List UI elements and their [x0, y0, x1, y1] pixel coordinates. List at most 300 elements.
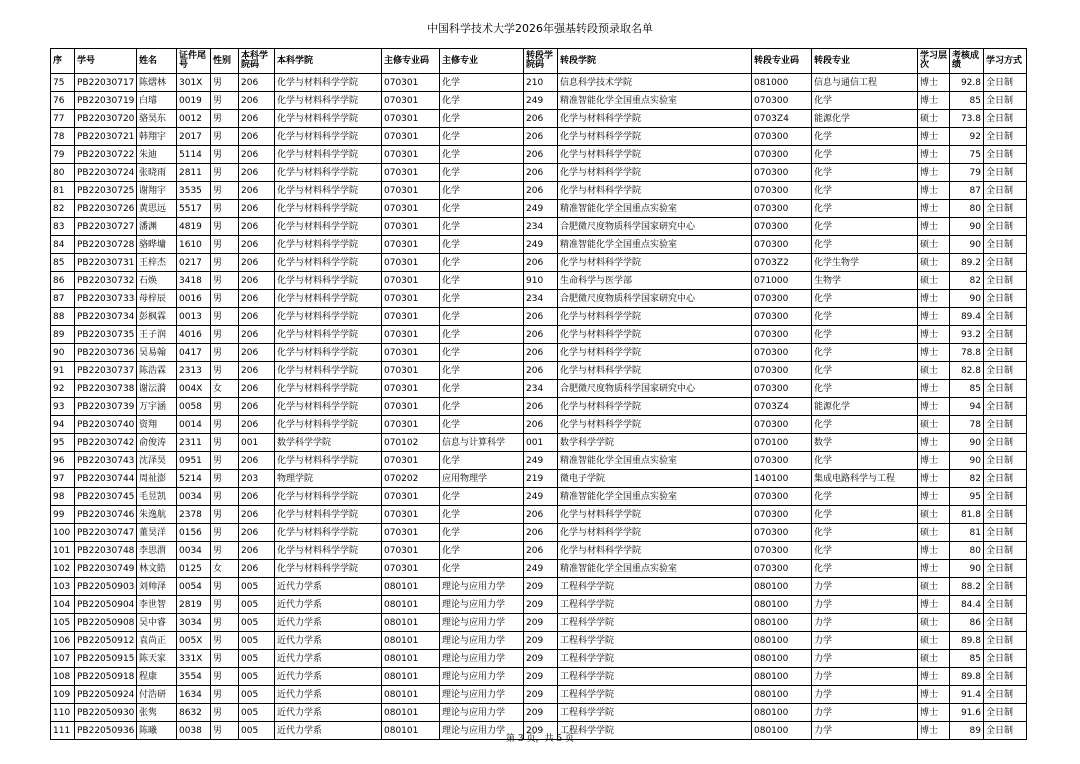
cell-transfer-school: 微电子学院: [558, 470, 752, 488]
cell-transfer-major-code: 070300: [752, 488, 812, 506]
cell-transfer-major-code: 070300: [752, 164, 812, 182]
cell-transfer-school: 化学与材料科学学院: [558, 308, 752, 326]
cell-major-code: 070301: [382, 182, 440, 200]
cell-major: 理论与应用力学: [440, 614, 524, 632]
cell-undergrad-school-code: 005: [239, 578, 275, 596]
cell-name: 陈熠林: [137, 74, 177, 92]
cell-gender: 男: [211, 218, 239, 236]
cell-name: 韩翔宇: [137, 128, 177, 146]
cell-gender: 男: [211, 488, 239, 506]
cell-student-id: PB22030744: [75, 470, 137, 488]
cell-id-suffix: 3418: [177, 272, 211, 290]
cell-transfer-major: 力学: [812, 596, 918, 614]
cell-major: 化学: [440, 398, 524, 416]
cell-major-code: 070301: [382, 74, 440, 92]
cell-undergrad-school: 化学与材料科学学院: [275, 200, 382, 218]
cell-transfer-major-code: 080100: [752, 650, 812, 668]
cell-index: 77: [51, 110, 75, 128]
cell-transfer-school-code: 209: [524, 704, 558, 722]
cell-major: 化学: [440, 182, 524, 200]
cell-gender: 男: [211, 704, 239, 722]
cell-major: 化学: [440, 74, 524, 92]
cell-study-mode: 全日制: [984, 704, 1027, 722]
cell-id-suffix: 0217: [177, 254, 211, 272]
col-header-transfer-major-code: 转段专业码: [752, 49, 812, 74]
cell-major: 理论与应用力学: [440, 704, 524, 722]
table-row: [51, 380, 1027, 398]
cell-index: 104: [51, 596, 75, 614]
cell-degree-level: 博士: [918, 686, 950, 704]
cell-study-mode: 全日制: [984, 650, 1027, 668]
cell-study-mode: 全日制: [984, 344, 1027, 362]
cell-major: 化学: [440, 92, 524, 110]
cell-degree-level: 博士: [918, 74, 950, 92]
col-header-undergrad-school: 本科学院: [275, 49, 382, 74]
cell-transfer-major: 力学: [812, 722, 918, 740]
cell-id-suffix: 5114: [177, 146, 211, 164]
cell-index: 110: [51, 704, 75, 722]
cell-undergrad-school-code: 206: [239, 524, 275, 542]
cell-study-mode: 全日制: [984, 398, 1027, 416]
cell-id-suffix: 1634: [177, 686, 211, 704]
cell-transfer-major: 力学: [812, 614, 918, 632]
cell-undergrad-school: 化学与材料科学学院: [275, 272, 382, 290]
cell-undergrad-school-code: 206: [239, 308, 275, 326]
cell-gender: 男: [211, 632, 239, 650]
cell-score: 87: [950, 182, 984, 200]
cell-name: 吴中睿: [137, 614, 177, 632]
cell-transfer-major: 化学: [812, 326, 918, 344]
cell-transfer-major-code: 070300: [752, 524, 812, 542]
cell-index: 89: [51, 326, 75, 344]
cell-index: 97: [51, 470, 75, 488]
cell-score: 90: [950, 434, 984, 452]
cell-degree-level: 硕士: [918, 362, 950, 380]
cell-major-code: 070301: [382, 254, 440, 272]
cell-undergrad-school-code: 206: [239, 380, 275, 398]
cell-gender: 男: [211, 74, 239, 92]
cell-major-code: 070301: [382, 200, 440, 218]
cell-transfer-major: 化学: [812, 344, 918, 362]
cell-name: 董昊洋: [137, 524, 177, 542]
cell-student-id: PB22030731: [75, 254, 137, 272]
cell-study-mode: 全日制: [984, 362, 1027, 380]
cell-study-mode: 全日制: [984, 380, 1027, 398]
cell-undergrad-school: 近代力学系: [275, 686, 382, 704]
cell-transfer-major-code: 070300: [752, 92, 812, 110]
cell-transfer-school-code: 249: [524, 236, 558, 254]
cell-degree-level: 博士: [918, 596, 950, 614]
cell-transfer-major-code: 070300: [752, 326, 812, 344]
cell-student-id: PB22030733: [75, 290, 137, 308]
cell-id-suffix: 0054: [177, 578, 211, 596]
cell-id-suffix: 331X: [177, 650, 211, 668]
cell-transfer-school-code: 206: [524, 128, 558, 146]
cell-undergrad-school: 近代力学系: [275, 668, 382, 686]
cell-id-suffix: 0012: [177, 110, 211, 128]
cell-major-code: 070301: [382, 380, 440, 398]
cell-score: 90: [950, 236, 984, 254]
cell-major: 应用物理学: [440, 470, 524, 488]
table-row: [51, 128, 1027, 146]
cell-major-code: 070301: [382, 542, 440, 560]
cell-transfer-school-code: 206: [524, 308, 558, 326]
cell-transfer-major-code: 070300: [752, 182, 812, 200]
table-row: [51, 668, 1027, 686]
cell-undergrad-school: 化学与材料科学学院: [275, 542, 382, 560]
cell-student-id: PB22050903: [75, 578, 137, 596]
cell-transfer-major: 化学: [812, 488, 918, 506]
cell-gender: 男: [211, 416, 239, 434]
cell-major-code: 080101: [382, 632, 440, 650]
cell-gender: 男: [211, 128, 239, 146]
cell-gender: 男: [211, 506, 239, 524]
table-row: [51, 182, 1027, 200]
cell-major-code: 070301: [382, 524, 440, 542]
cell-major-code: 070301: [382, 146, 440, 164]
cell-undergrad-school: 化学与材料科学学院: [275, 92, 382, 110]
cell-index: 79: [51, 146, 75, 164]
cell-id-suffix: 3535: [177, 182, 211, 200]
cell-id-suffix: 0013: [177, 308, 211, 326]
cell-index: 101: [51, 542, 75, 560]
cell-transfer-major-code: 0703Z4: [752, 398, 812, 416]
cell-name: 李世智: [137, 596, 177, 614]
cell-name: 潘渊: [137, 218, 177, 236]
cell-index: 76: [51, 92, 75, 110]
cell-transfer-major-code: 0703Z2: [752, 254, 812, 272]
cell-transfer-school: 化学与材料科学学院: [558, 182, 752, 200]
cell-score: 86: [950, 614, 984, 632]
cell-index: 99: [51, 506, 75, 524]
cell-name: 付浩研: [137, 686, 177, 704]
cell-id-suffix: 0019: [177, 92, 211, 110]
cell-transfer-major-code: 070300: [752, 542, 812, 560]
cell-transfer-school: 信息科学技术学院: [558, 74, 752, 92]
cell-major: 化学: [440, 416, 524, 434]
cell-undergrad-school: 数学科学学院: [275, 434, 382, 452]
cell-transfer-major: 力学: [812, 686, 918, 704]
table-body: [51, 74, 1027, 740]
cell-index: 109: [51, 686, 75, 704]
cell-transfer-major: 化学: [812, 416, 918, 434]
cell-score: 92.8: [950, 74, 984, 92]
cell-index: 87: [51, 290, 75, 308]
cell-student-id: PB22030727: [75, 218, 137, 236]
cell-undergrad-school-code: 206: [239, 362, 275, 380]
cell-score: 89: [950, 722, 984, 740]
cell-degree-level: 博士: [918, 380, 950, 398]
col-header-undergrad-school-code: 本科学院码: [239, 49, 275, 74]
cell-major-code: 080101: [382, 722, 440, 740]
cell-transfer-school: 化学与材料科学学院: [558, 254, 752, 272]
cell-major: 化学: [440, 380, 524, 398]
cell-transfer-school: 工程科学学院: [558, 686, 752, 704]
cell-degree-level: 硕士: [918, 578, 950, 596]
cell-name: 黄思远: [137, 200, 177, 218]
cell-name: 沈泽昊: [137, 452, 177, 470]
cell-undergrad-school-code: 206: [239, 344, 275, 362]
cell-index: 107: [51, 650, 75, 668]
cell-gender: 男: [211, 668, 239, 686]
cell-undergrad-school: 化学与材料科学学院: [275, 74, 382, 92]
cell-undergrad-school: 近代力学系: [275, 704, 382, 722]
cell-transfer-major-code: 080100: [752, 704, 812, 722]
cell-degree-level: 博士: [918, 92, 950, 110]
cell-transfer-school: 合肥微尺度物质科学国家研究中心: [558, 380, 752, 398]
cell-undergrad-school: 化学与材料科学学院: [275, 128, 382, 146]
cell-student-id: PB22030738: [75, 380, 137, 398]
cell-undergrad-school-code: 206: [239, 74, 275, 92]
cell-transfer-school-code: 219: [524, 470, 558, 488]
table-row: [51, 704, 1027, 722]
cell-degree-level: 博士: [918, 182, 950, 200]
cell-student-id: PB22050924: [75, 686, 137, 704]
cell-transfer-school-code: 910: [524, 272, 558, 290]
cell-undergrad-school-code: 206: [239, 398, 275, 416]
cell-major-code: 070301: [382, 290, 440, 308]
cell-name: 吴易翰: [137, 344, 177, 362]
cell-transfer-school: 工程科学学院: [558, 578, 752, 596]
cell-transfer-major-code: 070300: [752, 308, 812, 326]
cell-transfer-school: 工程科学学院: [558, 596, 752, 614]
table-row: [51, 452, 1027, 470]
cell-undergrad-school: 近代力学系: [275, 614, 382, 632]
cell-transfer-school: 精准智能化学全国重点实验室: [558, 488, 752, 506]
cell-transfer-school: 化学与材料科学学院: [558, 110, 752, 128]
cell-gender: 男: [211, 92, 239, 110]
table-row: [51, 416, 1027, 434]
cell-score: 89.4: [950, 308, 984, 326]
cell-degree-level: 博士: [918, 452, 950, 470]
cell-degree-level: 博士: [918, 560, 950, 578]
cell-degree-level: 博士: [918, 146, 950, 164]
cell-degree-level: 硕士: [918, 524, 950, 542]
cell-transfer-major: 化学: [812, 92, 918, 110]
cell-transfer-school: 精准智能化学全国重点实验室: [558, 560, 752, 578]
cell-index: 106: [51, 632, 75, 650]
cell-transfer-school-code: 249: [524, 488, 558, 506]
cell-id-suffix: 2819: [177, 596, 211, 614]
cell-gender: 男: [211, 542, 239, 560]
cell-name: 万宇涵: [137, 398, 177, 416]
cell-transfer-school: 工程科学学院: [558, 704, 752, 722]
cell-name: 毛昱凯: [137, 488, 177, 506]
cell-undergrad-school: 近代力学系: [275, 596, 382, 614]
cell-transfer-school-code: 209: [524, 668, 558, 686]
cell-undergrad-school-code: 206: [239, 272, 275, 290]
table-row: [51, 632, 1027, 650]
cell-gender: 男: [211, 182, 239, 200]
cell-study-mode: 全日制: [984, 668, 1027, 686]
cell-name: 周祉澎: [137, 470, 177, 488]
table-row: [51, 596, 1027, 614]
cell-transfer-school-code: 209: [524, 596, 558, 614]
cell-undergrad-school: 化学与材料科学学院: [275, 290, 382, 308]
cell-gender: 男: [211, 344, 239, 362]
cell-study-mode: 全日制: [984, 308, 1027, 326]
cell-score: 90: [950, 290, 984, 308]
cell-degree-level: 博士: [918, 434, 950, 452]
cell-transfer-school: 化学与材料科学学院: [558, 326, 752, 344]
cell-undergrad-school-code: 005: [239, 722, 275, 740]
cell-undergrad-school-code: 005: [239, 632, 275, 650]
cell-id-suffix: 2378: [177, 506, 211, 524]
cell-transfer-school-code: 249: [524, 560, 558, 578]
cell-transfer-major: 化学: [812, 506, 918, 524]
cell-transfer-school-code: 206: [524, 506, 558, 524]
cell-major: 化学: [440, 488, 524, 506]
table-row: [51, 272, 1027, 290]
cell-student-id: PB22030725: [75, 182, 137, 200]
cell-major-code: 080101: [382, 704, 440, 722]
cell-transfer-school: 合肥微尺度物质科学国家研究中心: [558, 218, 752, 236]
cell-study-mode: 全日制: [984, 110, 1027, 128]
cell-gender: 女: [211, 380, 239, 398]
cell-gender: 女: [211, 560, 239, 578]
cell-undergrad-school-code: 206: [239, 290, 275, 308]
cell-study-mode: 全日制: [984, 416, 1027, 434]
cell-study-mode: 全日制: [984, 614, 1027, 632]
cell-undergrad-school: 化学与材料科学学院: [275, 560, 382, 578]
cell-index: 81: [51, 182, 75, 200]
cell-transfer-school: 精准智能化学全国重点实验室: [558, 452, 752, 470]
cell-transfer-school: 化学与材料科学学院: [558, 344, 752, 362]
cell-major: 理论与应用力学: [440, 650, 524, 668]
cell-study-mode: 全日制: [984, 488, 1027, 506]
cell-transfer-major-code: 070300: [752, 290, 812, 308]
cell-undergrad-school: 化学与材料科学学院: [275, 398, 382, 416]
table-row: [51, 560, 1027, 578]
cell-transfer-school: 化学与材料科学学院: [558, 362, 752, 380]
cell-student-id: PB22030728: [75, 236, 137, 254]
col-header-major-code: 主修专业码: [382, 49, 440, 74]
cell-major: 理论与应用力学: [440, 668, 524, 686]
cell-major-code: 070301: [382, 362, 440, 380]
cell-name: 程康: [137, 668, 177, 686]
cell-score: 79: [950, 164, 984, 182]
cell-id-suffix: 005X: [177, 632, 211, 650]
cell-undergrad-school-code: 005: [239, 686, 275, 704]
cell-id-suffix: 0034: [177, 542, 211, 560]
cell-transfer-school-code: 206: [524, 164, 558, 182]
cell-score: 94: [950, 398, 984, 416]
cell-undergrad-school: 物理学院: [275, 470, 382, 488]
col-header-transfer-school: 转段学院: [558, 49, 752, 74]
cell-student-id: PB22030721: [75, 128, 137, 146]
cell-major-code: 080101: [382, 596, 440, 614]
cell-transfer-school: 化学与材料科学学院: [558, 524, 752, 542]
cell-transfer-major-code: 080100: [752, 686, 812, 704]
cell-undergrad-school-code: 206: [239, 488, 275, 506]
cell-major: 化学: [440, 362, 524, 380]
cell-transfer-major: 化学: [812, 128, 918, 146]
cell-index: 96: [51, 452, 75, 470]
cell-transfer-school-code: 206: [524, 146, 558, 164]
page-footer: 第 3 页，共 5 页: [506, 734, 574, 744]
cell-major-code: 070301: [382, 560, 440, 578]
cell-gender: 男: [211, 326, 239, 344]
cell-student-id: PB22030734: [75, 308, 137, 326]
cell-major: 化学: [440, 254, 524, 272]
table-row: [51, 650, 1027, 668]
cell-major: 化学: [440, 164, 524, 182]
cell-index: 94: [51, 416, 75, 434]
cell-gender: 男: [211, 308, 239, 326]
cell-degree-level: 博士: [918, 308, 950, 326]
cell-undergrad-school-code: 005: [239, 650, 275, 668]
cell-major-code: 070301: [382, 326, 440, 344]
cell-transfer-major: 化学: [812, 560, 918, 578]
table-row: [51, 200, 1027, 218]
cell-transfer-major-code: 070300: [752, 380, 812, 398]
cell-transfer-school-code: 206: [524, 542, 558, 560]
cell-degree-level: 博士: [918, 488, 950, 506]
cell-name: 袁尚正: [137, 632, 177, 650]
cell-transfer-school: 化学与材料科学学院: [558, 164, 752, 182]
cell-index: 105: [51, 614, 75, 632]
cell-id-suffix: 0014: [177, 416, 211, 434]
col-header-index: 序: [51, 49, 75, 74]
cell-study-mode: 全日制: [984, 524, 1027, 542]
col-header-transfer-major: 转段专业: [812, 49, 918, 74]
cell-major: 化学: [440, 344, 524, 362]
cell-id-suffix: 2811: [177, 164, 211, 182]
cell-study-mode: 全日制: [984, 470, 1027, 488]
col-header-name: 姓名: [137, 49, 177, 74]
cell-transfer-school-code: 206: [524, 182, 558, 200]
cell-index: 100: [51, 524, 75, 542]
cell-undergrad-school-code: 206: [239, 164, 275, 182]
col-header-gender: 性别: [211, 49, 239, 74]
cell-major: 化学: [440, 128, 524, 146]
cell-score: 82: [950, 470, 984, 488]
cell-index: 82: [51, 200, 75, 218]
table-row: [51, 110, 1027, 128]
cell-major: 化学: [440, 146, 524, 164]
cell-transfer-school-code: 234: [524, 218, 558, 236]
cell-name: 张隽: [137, 704, 177, 722]
cell-transfer-school-code: 234: [524, 290, 558, 308]
cell-degree-level: 硕士: [918, 110, 950, 128]
cell-gender: 男: [211, 362, 239, 380]
cell-student-id: PB22050936: [75, 722, 137, 740]
cell-degree-level: 博士: [918, 344, 950, 362]
cell-name: 王子润: [137, 326, 177, 344]
cell-name: 谢沄漪: [137, 380, 177, 398]
cell-transfer-school: 数学科学学院: [558, 434, 752, 452]
cell-transfer-major-code: 081000: [752, 74, 812, 92]
table-row: [51, 92, 1027, 110]
cell-degree-level: 博士: [918, 290, 950, 308]
cell-index: 98: [51, 488, 75, 506]
cell-study-mode: 全日制: [984, 272, 1027, 290]
cell-major-code: 070301: [382, 398, 440, 416]
cell-student-id: PB22050904: [75, 596, 137, 614]
cell-major-code: 070301: [382, 272, 440, 290]
cell-id-suffix: 0016: [177, 290, 211, 308]
cell-student-id: PB22030749: [75, 560, 137, 578]
cell-undergrad-school-code: 206: [239, 452, 275, 470]
cell-id-suffix: 4016: [177, 326, 211, 344]
cell-undergrad-school: 化学与材料科学学院: [275, 326, 382, 344]
cell-study-mode: 全日制: [984, 290, 1027, 308]
cell-undergrad-school: 化学与材料科学学院: [275, 146, 382, 164]
cell-score: 80: [950, 200, 984, 218]
cell-score: 89.2: [950, 254, 984, 272]
cell-gender: 男: [211, 524, 239, 542]
table-row: [51, 344, 1027, 362]
